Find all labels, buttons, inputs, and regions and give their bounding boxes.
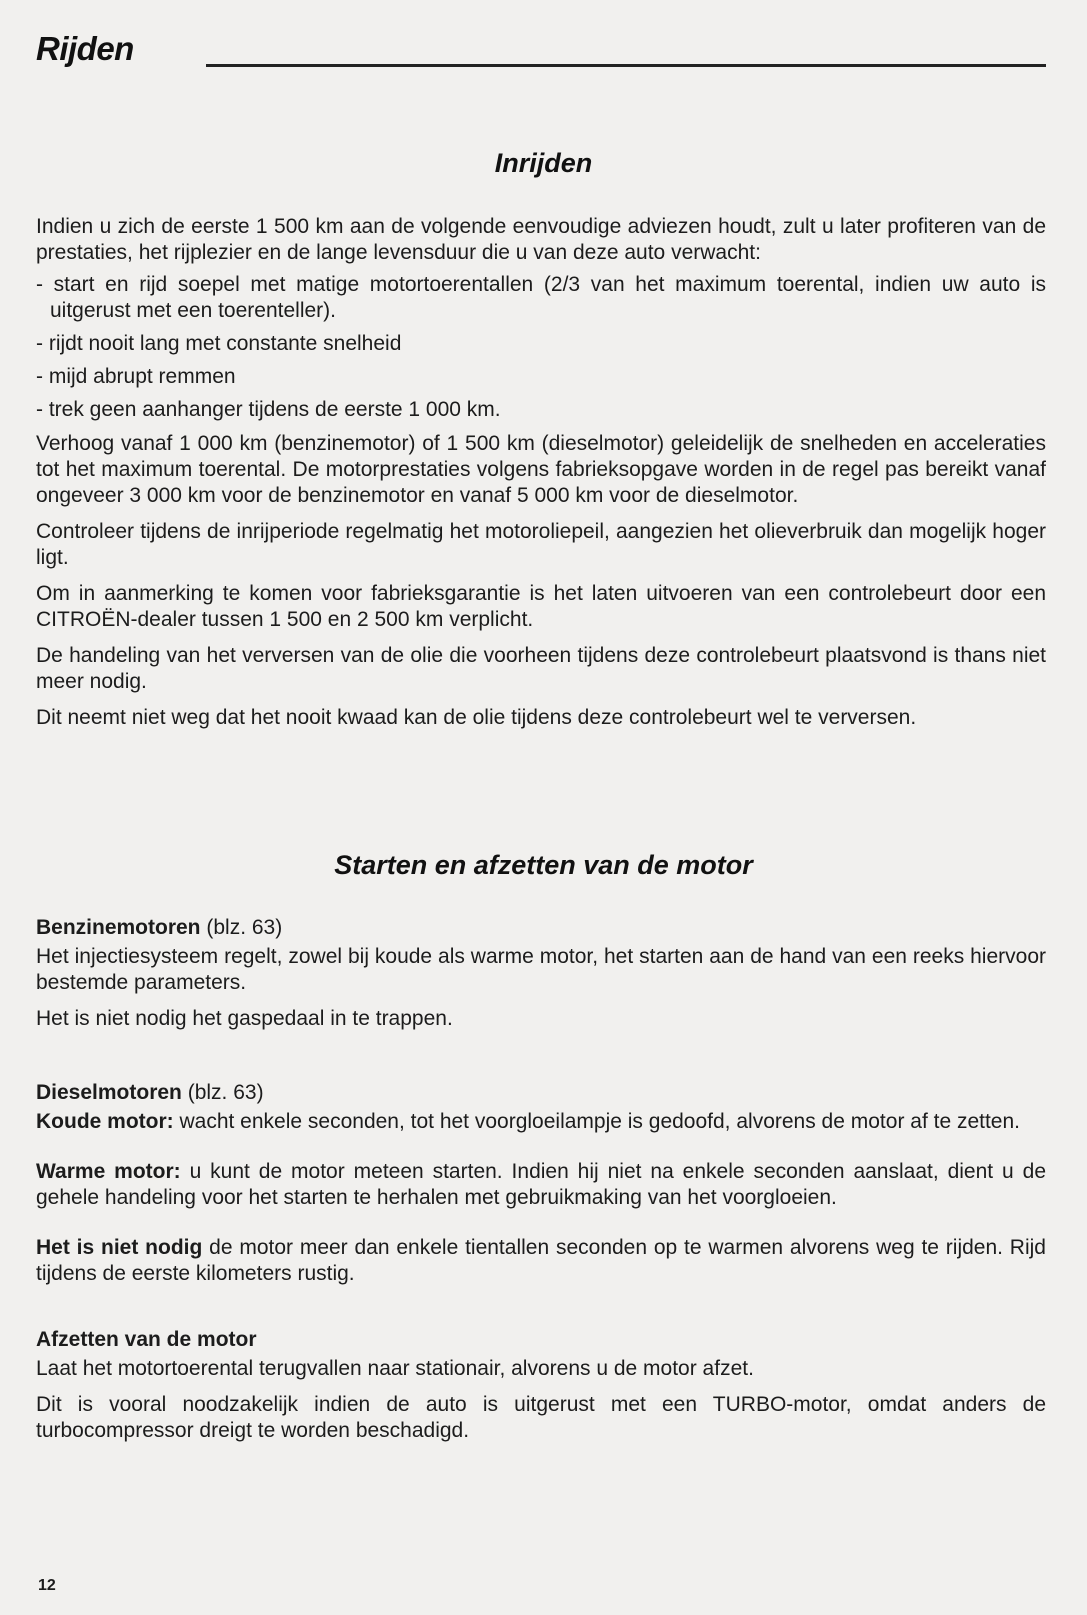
warmup-text: de motor meer dan enkele tientallen seconden op te warmen alvorens weg te rijden. Rijd tijdens de eerste kilometers rustig. <box>36 1236 1046 1285</box>
inrijden-paragraph-5: Dit neemt niet weg dat het nooit kwaad kan de olie tijdens deze controlebeurt wel te verversen. <box>36 706 917 729</box>
warme-motor-text: u kunt de motor meteen starten. Indien hij niet na enkele seconden aanslaat, dient u de gehele handeling voor het starten te herhalen met gebruikmaking van het voorgloeien. <box>36 1160 1046 1209</box>
inrijden-paragraph-4: De handeling van het verversen van de olie die voorheen tijdens deze controlebeurt plaatsvond is thans niet meer nodig. <box>36 644 1046 693</box>
inrijden-paragraph-3: Om in aanmerking te komen voor fabrieksgarantie is het laten uitvoeren van een controlebeurt door een CITROËN-dealer tussen 1 500 en 2 500 km verplicht. <box>36 582 1046 631</box>
inrijden-paragraph-1: Verhoog vanaf 1 000 km (benzinemotor) of 1 500 km (dieselmotor) geleidelijk de snelheden en acceleraties tot het maximum toerental. De motorprestaties volgens fabrieksopgave worden in de regel pas bereikt vanaf ongeveer 3 000 km voor de benzinemotor en vanaf 5 000 km voor de dieselmotor. <box>36 432 1046 507</box>
benzine-paragraph-2: Het is niet nodig het gaspedaal in te trappen. <box>36 1007 453 1030</box>
inrijden-body <box>36 214 1046 741</box>
inrijden-bullet-1: - start en rijd soepel met matige motortoerentallen (2/3 van het maximum toerental, indien uw auto is uitgerust met een toerenteller). <box>36 273 1046 322</box>
section-title-starten: Starten en afzetten van de motor <box>334 850 753 880</box>
warme-motor-label: Warme motor: <box>36 1160 181 1183</box>
inrijden-bullet-3: - mijd abrupt remmen <box>36 365 236 388</box>
koude-motor-label: Koude motor: <box>36 1110 174 1133</box>
afzetten-paragraph-1: Laat het motortoerental terugvallen naar stationair, alvorens u de motor afzet. <box>36 1357 754 1380</box>
afzetten-heading: Afzetten van de motor <box>36 1328 257 1351</box>
chapter-header <box>36 30 1046 80</box>
diesel-heading-line <box>36 1080 1046 1106</box>
page-number: 12 <box>38 1577 56 1594</box>
benzine-heading-line <box>36 915 1046 941</box>
inrijden-paragraph-2: Controleer tijdens de inrijperiode regelmatig het motoroliepeil, aangezien het olieverbruik dan mogelijk hoger ligt. <box>36 520 1046 569</box>
afzetten-paragraph-2: Dit is vooral noodzakelijk indien de auto is uitgerust met een TURBO-motor, omdat anders de turbocompressor dreigt te worden beschadigd. <box>36 1393 1046 1442</box>
spacer <box>36 1297 1046 1327</box>
koude-motor-text: wacht enkele seconden, tot het voorgloeilampje is gedoofd, alvorens de motor af te zetten. <box>173 1110 1021 1133</box>
koude-motor-paragraph <box>36 1109 1046 1135</box>
benzine-heading: Benzinemotoren <box>36 916 201 939</box>
section-title-inrijden: Inrijden <box>494 148 593 178</box>
spacer <box>36 1042 1046 1080</box>
warmup-paragraph <box>36 1235 1046 1287</box>
header-rule <box>206 64 1046 67</box>
diesel-page-ref: (blz. 63) <box>181 1081 264 1104</box>
inrijden-bullet-2: - rijdt nooit lang met constante snelheid <box>36 332 402 355</box>
spacer <box>36 1221 1046 1235</box>
starten-body <box>36 915 1046 1454</box>
spacer <box>36 1145 1046 1159</box>
inrijden-bullet-4: - trek geen aanhanger tijdens de eerste 1 000 km. <box>36 398 501 421</box>
inrijden-intro: Indien u zich de eerste 1 500 km aan de volgende eenvoudige adviezen houdt, zult u later profiteren van de prestaties, het rijplezier en de lange levensduur die u van deze auto verwacht: <box>36 215 1046 264</box>
chapter-title: Rijden <box>36 30 134 67</box>
benzine-page-ref: (blz. 63) <box>200 916 283 939</box>
warmup-label: Het is niet nodig <box>36 1236 203 1259</box>
warme-motor-paragraph <box>36 1159 1046 1211</box>
benzine-paragraph-1: Het injectiesysteem regelt, zowel bij koude als warme motor, het starten aan de hand van een reeks hiervoor bestemde parameters. <box>36 945 1046 994</box>
diesel-heading: Dieselmotoren <box>36 1081 182 1104</box>
